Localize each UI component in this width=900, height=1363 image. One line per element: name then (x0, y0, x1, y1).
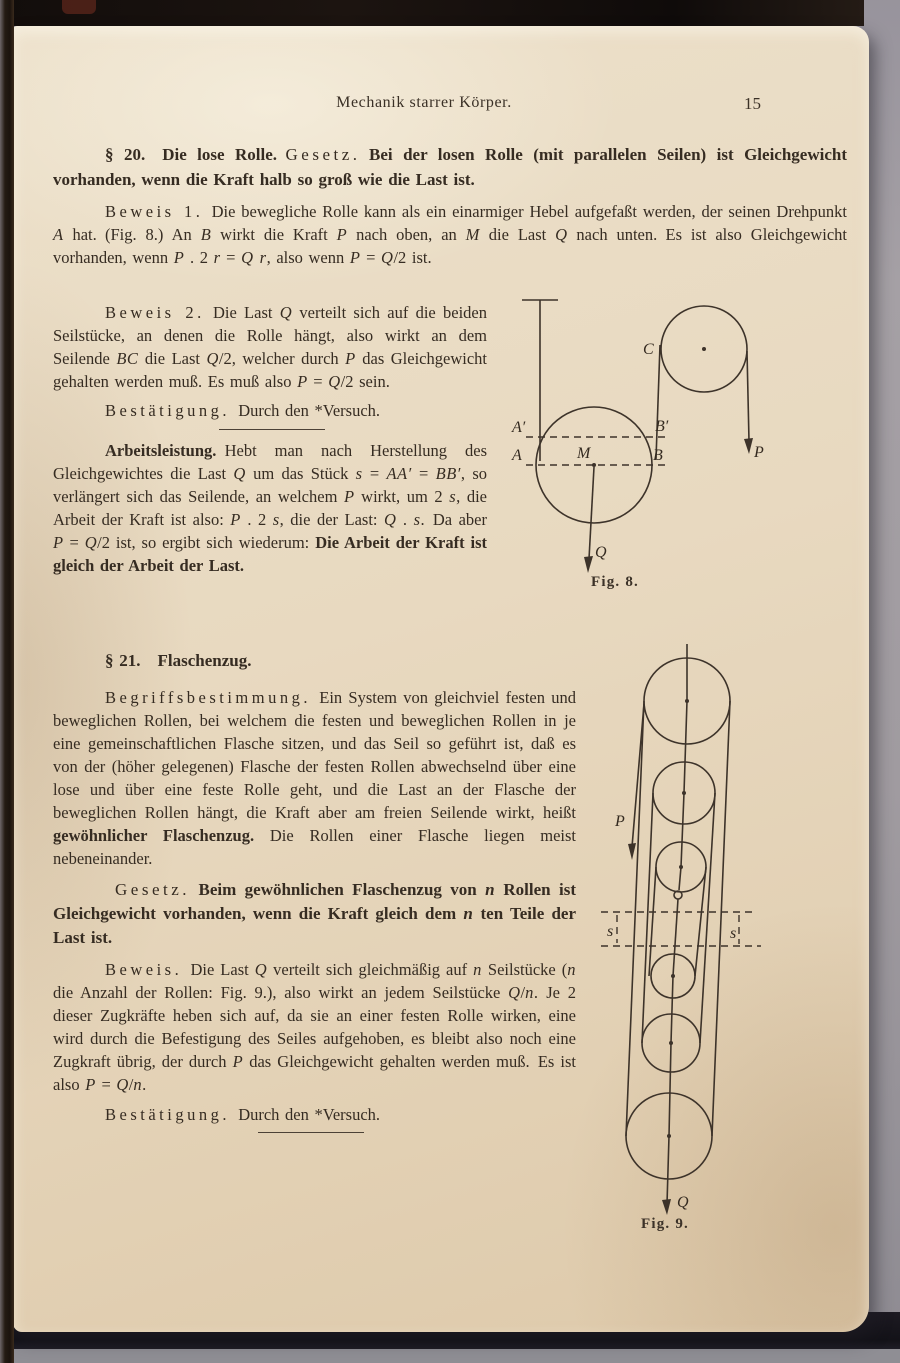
label-P: P (754, 444, 764, 461)
pull-rope (747, 351, 749, 441)
label-C: C (643, 341, 654, 358)
left-column-section-20 (53, 301, 487, 577)
paragraph-bestaetigung-2: Bestätigung. Durch den *Versuch. (105, 1105, 381, 1124)
load-rope (589, 467, 594, 559)
label-P: P (615, 813, 625, 830)
label-A: A (512, 447, 522, 464)
fixed-pulley-axle (702, 347, 706, 351)
arrowhead-Q (584, 556, 593, 573)
arrowhead-Q (662, 1199, 671, 1215)
label-Q: Q (595, 544, 607, 561)
free-rope-P (632, 704, 644, 847)
middle-rope (656, 345, 660, 459)
paragraph-arbeitsleistung: Arbeitsleistung. Hebt man nach Herstellung des Gleichgewichtes die Last Q um das Stück s = AA′ = BB′, so verlängert sich das Seilende, an welchem P wirkt, um 2 s, die Arbeit der Kraft ist also: P . 2 s, die der Last: Q . s. Da aber P = Q/2 ist, so ergibt sich wiederum: Die Arbeit der Kraft ist gleich der Arbeit der Last. (53, 441, 487, 575)
book-cover-top-edge (0, 0, 864, 26)
paragraph-bestaetigung-1: Bestätigung. Durch den *Versuch. (105, 401, 381, 420)
paragraph-gesetz: Gesetz. Beim gewöhnlichen Flaschenzug von n Rollen ist Gleichgewicht vorhanden, wenn die Kraft gleich dem n ten Teile der Last ist. (53, 880, 577, 947)
book-spine-left (0, 0, 14, 1363)
paragraph-beweis-1: Beweis 1. Die bewegliche Rolle kann als ein einarmiger Hebel aufgefaßt werden, der seinen Drehpunkt A hat. (Fig. 8.) An B wirkt die Kraft P nach oben, an M die Last Q nach unten. Es ist also Gleichgewicht vorhanden, wenn P . 2 r = Q r, also wenn P = Q/2 ist. (53, 202, 848, 267)
lower-block-axis (667, 976, 673, 1204)
figure-9-block-and-tackle-diagram (587, 634, 812, 1216)
label-B: B (653, 447, 663, 464)
paragraph-begriffsbestimmung: Begriffsbestimmung. Ein System von gleichviel festen und beweglichen Rollen, bei welchem die festen und beweglichen Rollen in je eine gemeinschaftlichen Flasche sitzen, und das Seil so geführt ist, daß es von der (höher gelegenen) Flasche der festen Rollen abwechselnd über eine lose und über eine feste Rolle geht, und die Last an der Flasche der beweglichen Rollen hängt, die Kraft aber am freien Seilende wirkt, heißt gewöhnlicher Flaschenzug. Die Rollen einer Flasche liegen meist nebeneinander. (53, 688, 576, 868)
paragraph-beweis: Beweis. Die Last Q verteilt sich gleichmäßig auf n Seilstücke (n die Anzahl der Rollen: Fig. 9.), also wirkt an jedem Seilstücke Q/n. Je 2 dieser Zugkräfte heben sich auf, da sie an einer festen Rolle wirken, eine wird durch die Befestigung des Seiles aufgehoben, es bleibt also noch eine Zugkraft übrig, der durch P das Gleichgewicht gehalten werden muß. Es ist also P = Q/n. (53, 960, 576, 1094)
rope-outer-right (712, 701, 730, 1136)
separator-rule (258, 1132, 364, 1133)
paragraph-beweis-2: Beweis 2. Die Last Q verteilt sich auf die beiden Seilstücke, an denen die Rolle hängt, also wirkt an dem Seilende BC die Last Q/2, welcher durch P das Gleichgewicht gehalten werden muß. Es muß also P = Q/2 sein. (53, 303, 487, 391)
table-surface (0, 1349, 900, 1363)
rope-inner-left (649, 867, 656, 976)
section-21-heading: § 21. Flaschenzug. (105, 651, 252, 670)
page-number: 15 (744, 94, 761, 113)
book-page (13, 26, 869, 1332)
figure-9-caption: Fig. 9. (641, 1216, 689, 1232)
rope-mid-right (700, 793, 715, 1043)
label-M: M (577, 445, 591, 462)
arrowhead-P (628, 843, 636, 860)
label-A-prime: A′ (512, 419, 526, 436)
separator-rule (219, 429, 325, 430)
left-column-section-21 (53, 686, 576, 1133)
label-s-right: s (730, 925, 737, 942)
label-s-left: s (607, 923, 614, 940)
section-20-heading: § 20. Die lose Rolle. Gesetz. Bei der losen Rolle (mit parallelen Seilen) ist Gleichgewicht vorhanden, wenn die Kraft halb so groß wie die Last ist. (53, 145, 847, 189)
label-B-prime: B′ (655, 418, 669, 435)
rope-outer-left (626, 701, 644, 1136)
rope-mid-left (642, 793, 653, 1043)
label-Q: Q (677, 1194, 689, 1211)
figure-8-caption: Fig. 8. (591, 574, 639, 590)
arrowhead-P (744, 438, 753, 454)
hook-link (673, 899, 678, 976)
upper-block-axis (679, 701, 687, 890)
page-header (13, 94, 835, 118)
running-title: Mechanik starrer Körper. (336, 94, 512, 111)
figure-8-pulley-diagram (500, 291, 810, 601)
